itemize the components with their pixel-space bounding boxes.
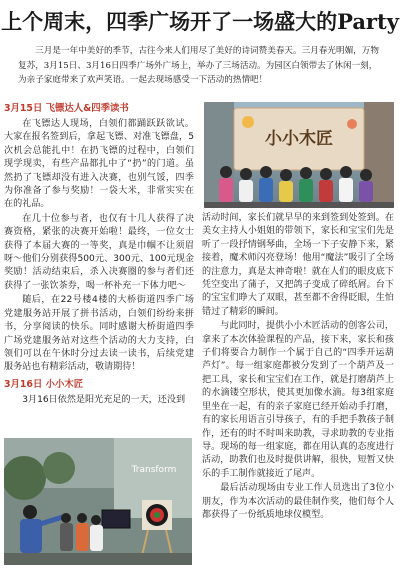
left-column [4,102,194,407]
section1-paragraph-1: 在飞镖达人现场，白领们都踊跃跃欲试。大家在报名签到后，拿起飞镖、对准飞镖盘，5次机会总能扎中！在扔飞镖的过程中，白领们现学现卖，有些产品都扎中了“扔”的门道。虽然扔了飞镖却没有进入决赛，也别气馁，四季为你准备了参与奖励！一袋大米，非常实实在在的礼品。 [4,119,194,210]
right-paragraph-1: 活动时间，家长们就早早的来到签到处签到。在美女主持人小姐姐的带领下，家长和宝宝们先是听了一段抒情钢琴曲，全场一下子安静下来，紧接着，魔术师闪亮登场！他用“魔法”吸引了全场的注意力，真是太神奇啦！就在人们的眼皮底下凭空变出了蒲子，又把鸽子变成了碎纸屑。台下的宝宝们睁大了双眼，甚至都不舍得眨眼，生怕错过了精彩的瞬间。 [202,213,394,317]
intro-paragraph: 三月是一年中美好的季节，古往今来人们用尽了美好的诗词赞美春天。三月春光明媚，万物复苏，3月15日、3月16日四季广场外广场上，举办了三场活动。为园区白领带去了休闲一刻，为亲子家庭带来了欢声笑语。一起去现场感受一下活动的热情吧！ [18,46,379,86]
section1-paragraph-3: 随后，在22号楼4楼的大桥街道四季广场党建服务站开展了拼书活动，白领们纷纷来拼书，分享阅读的快乐。同时感谢大桥街道四季广场党建服务站对这些个活动的大力支持，白领们可以在午休时分过去读一读书，后续党建服务站也有精彩活动，敬请期待！ [4,295,194,373]
right-paragraph-3: 最后活动现场由专业工作人员选出了3位小朋友，作为本次活动的最佳制作奖，他们每个人都获得了一份纸质地球仪模型。 [202,483,394,520]
headline: 上个周末，四季广场开了一场盛大的Party [1,9,399,34]
photo-kids-graphic [204,102,394,208]
banner-text: 小小木匠 [265,129,333,149]
right-paragraph-2: 与此同时，提供小小木匠活动的创客公司，拿来了本次体验课程的产品，接下来，家长和孩子们将要合力制作一个属于自己的“四季开运葫芦灯”。每一组家庭都被分发到了一个葫芦及一把工具，家长和宝宝们在工作，就是打磨葫芦上的水滴镂空形状，使其更加像水滴。每3组家庭里坐在一起，有的亲子家庭已经开始动手打磨，有的家长用语言引导孩子，有的手把手教孩子制作，还有的时不时叫来助教，寻求助教的专业指导。现场的每一组家庭，都在用认真的态度进行活动，助教们也及时提供讲解，很快，短暂又快乐的手工制作就接近了尾声。 [202,321,394,479]
section-title-mar16: 3月16日 小小木匠 [4,378,84,390]
section2-paragraph-1: 3月16日依然是阳光充足的一天，还没到 [22,394,186,405]
building-sign-text: Transform [131,465,177,475]
photo-kids-woodworking-event [204,102,394,208]
right-column [202,212,394,522]
photo-darts-graphic [4,438,192,565]
section-title-mar15: 3月15日 飞镖达人&四季读书 [4,103,129,114]
photo-darts-event [4,438,192,565]
section1-paragraph-2: 在几十位参与者，也仅有十几人获得了决赛资格，紧张的决赛开始啦！最终，一位女士获得了本届大赛的一等奖，真是巾帼不让须眉呀～他们分别获得500元、300元、100元现金奖励！活动结束后，杀入决赛圈的参与者们还获得了一张饮茶券，喝一杯补充一下体力吧～ [4,213,194,291]
